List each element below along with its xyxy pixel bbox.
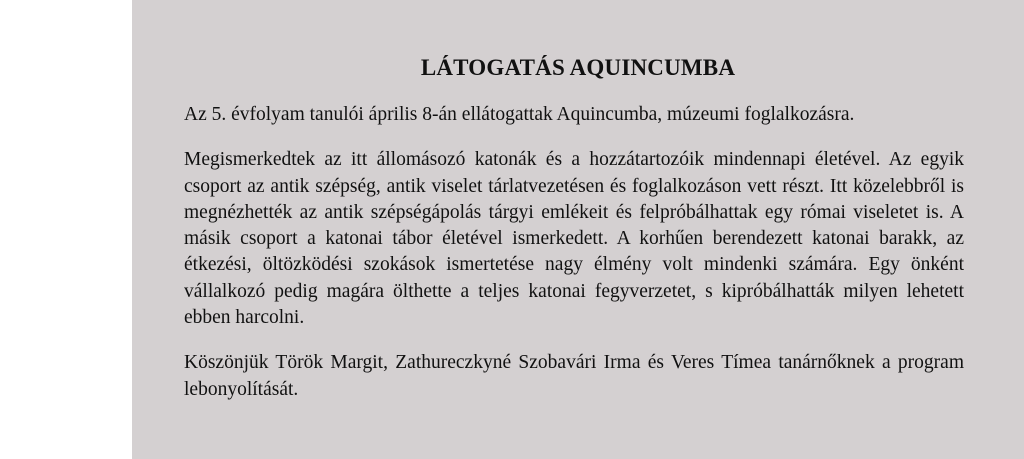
paragraph-thanks: Köszönjük Török Margit, Zathureczkyné Szobavári Irma és Veres Tímea tanárnőknek a program lebonyolítását. [184,352,964,400]
paragraph-visit-details: Megismerkedtek az itt állomásozó katonák és a hozzátartozóik mindennapi életével. Az egyik csoport az antik szépség, antik viselet tárlatvezetésen és foglalkozáson vett részt. Itt közelebbről is megnézhették az antik szépségápolás tárgyi emlékeit és felpróbálhattak egy római viseletet is. A másik csoport a katonai tábor életével ismerkedett. A korhűen berendezett katonai barakk, az étkezési, öltözködési szokások ismertetése nagy élmény volt mindenki számára. Egy önként vállalkozó pedig magára ölthette a teljes katonai fegyverzetet, s kipróbálhatták milyen lehetett ebben harcolni. [184,149,964,329]
document-body [184,102,964,422]
document-page [132,0,1024,459]
left-margin [0,0,132,459]
paragraph-intro: Az 5. évfolyam tanulói április 8-án ellátogattak Aquincumba, múzeumi foglalkozásra. [184,104,855,125]
document-title: LÁTOGATÁS AQUINCUMBA [420,55,736,80]
